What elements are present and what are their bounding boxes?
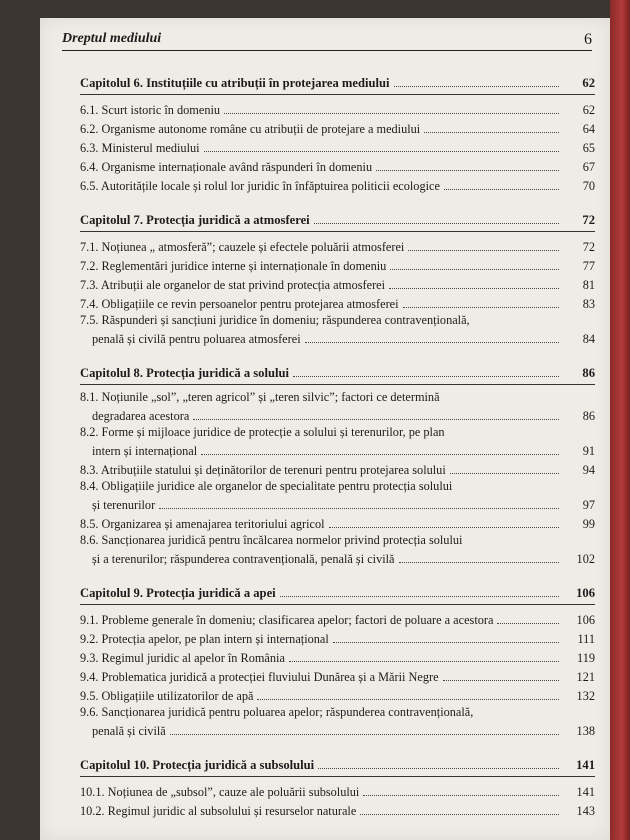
toc-entry-row	[80, 117, 595, 136]
toc-entry-row	[80, 388, 595, 404]
dot-leader	[333, 642, 559, 643]
toc-entry-row	[80, 608, 595, 627]
toc-chapter-row	[80, 750, 595, 772]
entry-title: degradarea acestora	[92, 409, 190, 423]
entry-page: 62	[582, 103, 595, 117]
toc-entry-row	[80, 404, 595, 423]
entry-title: 6.4. Organisme internaționale având răspunderi în domeniu	[80, 160, 373, 174]
dot-leader	[289, 661, 559, 662]
entry-page: 141	[576, 785, 595, 799]
entry-title: 8.2. Forme și mijloace juridice de protecție a solului și terenurilor, pe plan	[80, 425, 445, 439]
entry-title: penală și civilă	[92, 724, 166, 738]
chapter-title: Capitolul 9. Protecția juridică a apei	[80, 586, 276, 600]
entry-title: 9.6. Sancționarea juridică pentru poluarea apelor; răspunderea contravențională,	[80, 705, 474, 719]
toc-entry-row	[80, 273, 595, 292]
chapter-rule	[80, 604, 595, 605]
chapter-page: 62	[582, 76, 595, 90]
entry-title: 7.2. Reglementări juridice interne și internaționale în domeniu	[80, 259, 387, 273]
dot-leader	[363, 795, 559, 796]
chapter-page: 72	[582, 213, 595, 227]
entry-page: 102	[576, 552, 595, 566]
entry-title: 7.3. Atribuții ale organelor de stat privind protecția atmosferei	[80, 278, 386, 292]
chapter-separator	[80, 738, 595, 750]
dot-leader	[403, 307, 559, 308]
entry-title: 6.5. Autoritățile locale și rolul lor juridic în înfăptuirea politicii ecologice	[80, 179, 440, 193]
chapter-title: Capitolul 10. Protecția juridică a subsolului	[80, 758, 315, 772]
entry-title: 8.6. Sancționarea juridică pentru încălcarea normelor privind protecția solului	[80, 533, 463, 547]
page-number: 6	[584, 31, 592, 48]
entry-page: 99	[582, 517, 595, 531]
entry-page: 67	[582, 160, 595, 174]
dot-leader	[280, 596, 559, 597]
toc-entry-row	[80, 684, 595, 703]
book-page	[40, 18, 610, 840]
dot-leader	[318, 768, 559, 769]
toc-chapter-row	[80, 578, 595, 600]
dot-leader	[497, 623, 559, 624]
dot-leader	[390, 269, 559, 270]
entry-page: 119	[577, 651, 595, 665]
entry-page: 97	[582, 498, 595, 512]
entry-title: 8.5. Organizarea și amenajarea teritoriului agricol	[80, 517, 325, 531]
dot-leader	[443, 680, 559, 681]
entry-page: 111	[577, 632, 595, 646]
toc-entry-row	[80, 458, 595, 477]
entry-page: 77	[582, 259, 595, 273]
toc-entry-row	[80, 292, 595, 311]
entry-title: 7.4. Obligațiile ce revin persoanelor pentru protejarea atmosferei	[80, 297, 399, 311]
dot-leader	[394, 86, 560, 87]
dot-leader	[408, 250, 559, 251]
entry-page: 106	[576, 613, 595, 627]
entry-title: penală și civilă pentru poluarea atmosferei	[92, 332, 301, 346]
entry-page: 132	[576, 689, 595, 703]
entry-page: 143	[576, 804, 595, 818]
toc-entry-row	[80, 703, 595, 719]
entry-page: 94	[582, 463, 595, 477]
toc-chapter-row	[80, 68, 595, 90]
toc-entry-row	[80, 327, 595, 346]
dot-leader	[376, 170, 559, 171]
chapter-separator	[80, 346, 595, 358]
entry-page: 64	[582, 122, 595, 136]
entry-page: 72	[582, 240, 595, 254]
entry-title: 8.3. Atribuțiile statului și deținătorilor de terenuri pentru protejarea solului	[80, 463, 446, 477]
toc-entry-row	[80, 665, 595, 684]
dot-leader	[257, 699, 559, 700]
toc-entry-row	[80, 439, 595, 458]
toc-entry-row	[80, 799, 595, 818]
book-edge	[610, 0, 630, 840]
toc-chapter-row	[80, 358, 595, 380]
toc-entry-row	[80, 174, 595, 193]
dot-leader	[314, 223, 559, 224]
toc-chapter-row	[80, 205, 595, 227]
toc-entry-row	[80, 477, 595, 493]
entry-title: și a terenurilor; răspunderea contravențională, penală și civilă	[92, 552, 395, 566]
toc-entry-row	[80, 719, 595, 738]
chapter-rule	[80, 776, 595, 777]
chapter-separator	[80, 566, 595, 578]
entry-title: 6.2. Organisme autonome române cu atribuții de protejare a mediului	[80, 122, 421, 136]
dot-leader	[293, 376, 559, 377]
entry-title: 9.1. Probleme generale în domeniu; clasificarea apelor; factori de poluare a acestora	[80, 613, 494, 627]
entry-page: 81	[582, 278, 595, 292]
chapter-title: Capitolul 6. Instituțiile cu atribuții în protejarea mediului	[80, 76, 390, 90]
chapter-title: Capitolul 7. Protecția juridică a atmosferei	[80, 213, 310, 227]
dot-leader	[224, 113, 559, 114]
entry-page: 138	[576, 724, 595, 738]
dot-leader	[201, 454, 559, 455]
dot-leader	[450, 473, 559, 474]
entry-title: 9.2. Protecția apelor, pe plan intern și internațional	[80, 632, 329, 646]
dot-leader	[204, 151, 559, 152]
dot-leader	[360, 814, 559, 815]
running-title: Dreptul mediului	[62, 31, 162, 46]
chapter-page: 141	[576, 758, 595, 772]
entry-title: intern și internațional	[92, 444, 198, 458]
entry-page: 91	[582, 444, 595, 458]
entry-title: 6.3. Ministerul mediului	[80, 141, 200, 155]
toc-entry-row	[80, 493, 595, 512]
dot-leader	[305, 342, 559, 343]
chapter-page: 86	[582, 366, 595, 380]
entry-title: 7.1. Noțiunea „ atmosferă”; cauzele și efectele poluării atmosferei	[80, 240, 405, 254]
entry-title: 7.5. Răspunderi și sancțiuni juridice în domeniu; răspunderea contravențională,	[80, 313, 470, 327]
dot-leader	[389, 288, 559, 289]
entry-page: 86	[582, 409, 595, 423]
toc-entry-row	[80, 531, 595, 547]
entry-title: 10.2. Regimul juridic al subsolului și resurselor naturale	[80, 804, 357, 818]
entry-title: 6.1. Scurt istoric în domeniu	[80, 103, 221, 117]
toc-entry-row	[80, 646, 595, 665]
entry-page: 70	[582, 179, 595, 193]
entry-title: 8.1. Noțiunile „sol”, „teren agricol” și „teren silvic”; factori ce determină	[80, 390, 440, 404]
dot-leader	[399, 562, 559, 563]
dot-leader	[159, 508, 559, 509]
chapter-rule	[80, 384, 595, 385]
dot-leader	[193, 419, 559, 420]
toc-entry-row	[80, 254, 595, 273]
entry-title: 10.1. Noțiunea de „subsol”, cauze ale poluării subsolului	[80, 785, 360, 799]
chapter-rule	[80, 231, 595, 232]
toc-entry-row	[80, 136, 595, 155]
toc-entry-row	[80, 547, 595, 566]
chapter-page: 106	[576, 586, 595, 600]
dot-leader	[329, 527, 559, 528]
entry-title: 9.4. Problematica juridică a protecției fluviului Dunărea și a Mării Negre	[80, 670, 439, 684]
toc-entry-row	[80, 311, 595, 327]
entry-page: 84	[582, 332, 595, 346]
toc-entry-row	[80, 155, 595, 174]
toc-entry-row	[80, 235, 595, 254]
dot-leader	[444, 189, 559, 190]
entry-title: 9.5. Obligațiile utilizatorilor de apă	[80, 689, 254, 703]
chapter-rule	[80, 94, 595, 95]
chapter-title: Capitolul 8. Protecția juridică a solului	[80, 366, 289, 380]
dot-leader	[170, 734, 559, 735]
entry-title: 8.4. Obligațiile juridice ale organelor de specialitate pentru protecția solului	[80, 479, 453, 493]
toc-entry-row	[80, 98, 595, 117]
running-header	[62, 24, 592, 51]
entry-page: 65	[582, 141, 595, 155]
entry-page: 121	[576, 670, 595, 684]
dot-leader	[424, 132, 559, 133]
table-of-contents	[80, 68, 595, 818]
toc-entry-row	[80, 627, 595, 646]
chapter-separator	[80, 193, 595, 205]
toc-entry-row	[80, 780, 595, 799]
toc-entry-row	[80, 512, 595, 531]
entry-title: și terenurilor	[92, 498, 156, 512]
entry-page: 83	[582, 297, 595, 311]
entry-title: 9.3. Regimul juridic al apelor în România	[80, 651, 285, 665]
toc-entry-row	[80, 423, 595, 439]
